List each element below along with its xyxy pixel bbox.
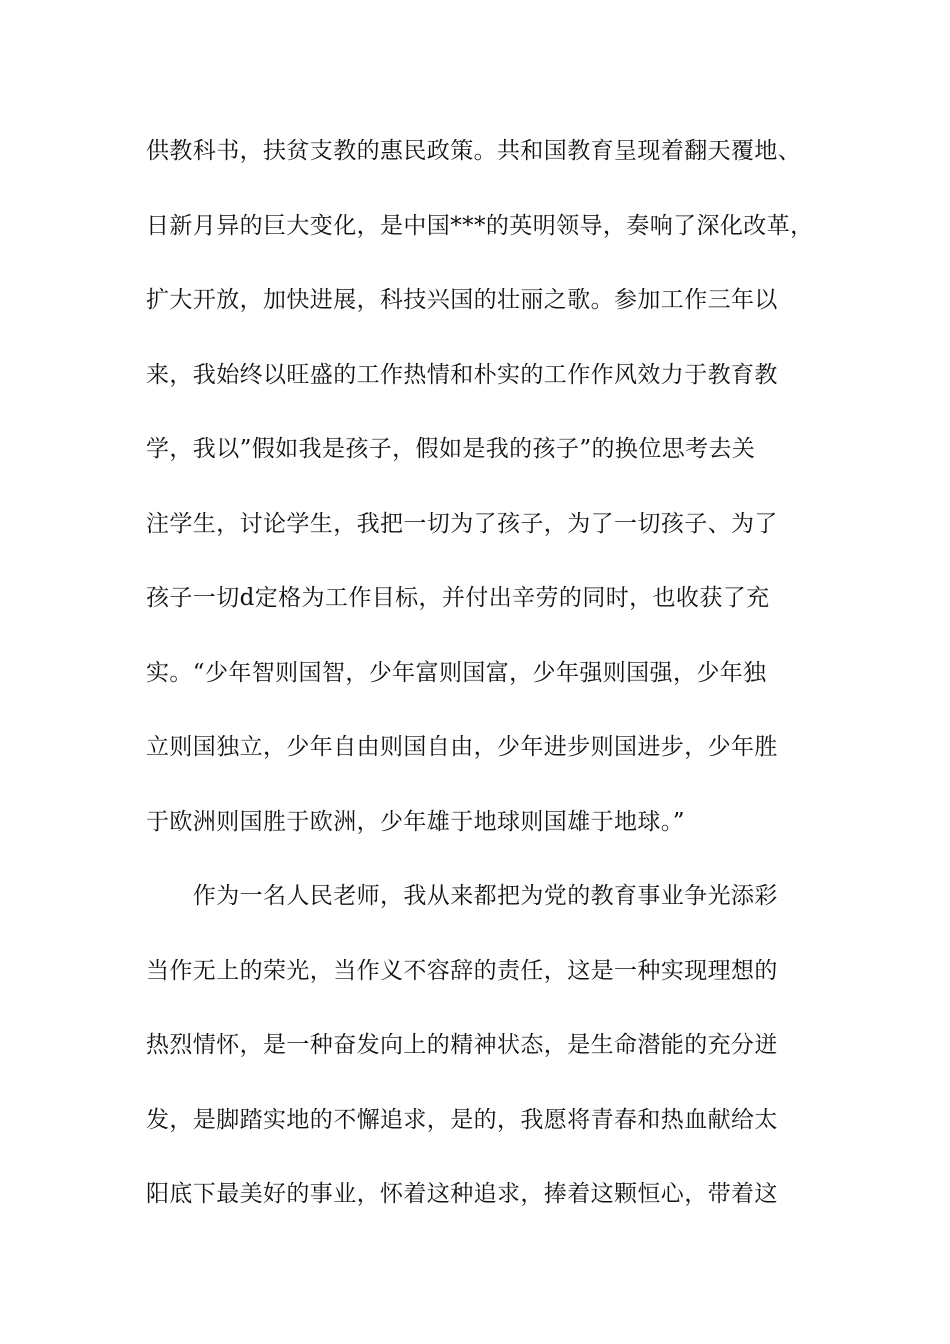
text-line: 注学生，讨论学生，我把一切为了孩子，为了一切孩子、为了 — [146, 510, 778, 537]
text-line: 立则国独立，少年自由则国自由，少年进步则国进步，少年胜 — [146, 734, 778, 760]
text-line: 学，我以”假如我是孩子，假如是我的孩子”的换位思考去关 — [146, 436, 756, 462]
text-line: 来，我始终以旺盛的工作热情和朴实的工作作风效力于教育教 — [146, 361, 778, 388]
text-line: 实。“少年智则国智，少年富则国富，少年强则国强，少年独 — [146, 659, 767, 686]
text-line: 阳底下最美好的事业，怀着这种追求，捧着这颗恒心，带着这 — [146, 1181, 778, 1207]
text-line: 供教科书，扶贫支教的惠民政策。共和国教育呈现着翻天覆地、 — [146, 138, 802, 164]
text-line: 扩大开放，加快进展，科技兴国的壮丽之歌。参加工作三年以 — [146, 287, 778, 313]
text-line: 当作无上的荣光，当作义不容辞的责任，这是一种实现理想的 — [146, 957, 778, 984]
paragraph-start-line: 作为一名人民老师，我从来都把为党的教育事业争光添彩 — [146, 883, 778, 909]
text-line: 于欧洲则国胜于欧洲，少年雄于地球则国雄于地球。” — [146, 808, 685, 835]
text-line: 发，是脚踏实地的不懈追求，是的，我愿将青春和热血献给太 — [146, 1106, 778, 1133]
text-line: 热烈情怀，是一种奋发向上的精神状态，是生命潜能的充分迸 — [146, 1032, 778, 1058]
text-line: 孩子一切d定格为工作目标，并付出辛劳的同时，也收获了充 — [146, 585, 770, 611]
document-body — [146, 128, 826, 1246]
text-line: 日新月异的巨大变化，是中国***的英明领导，奏响了深化改革， — [146, 212, 814, 239]
